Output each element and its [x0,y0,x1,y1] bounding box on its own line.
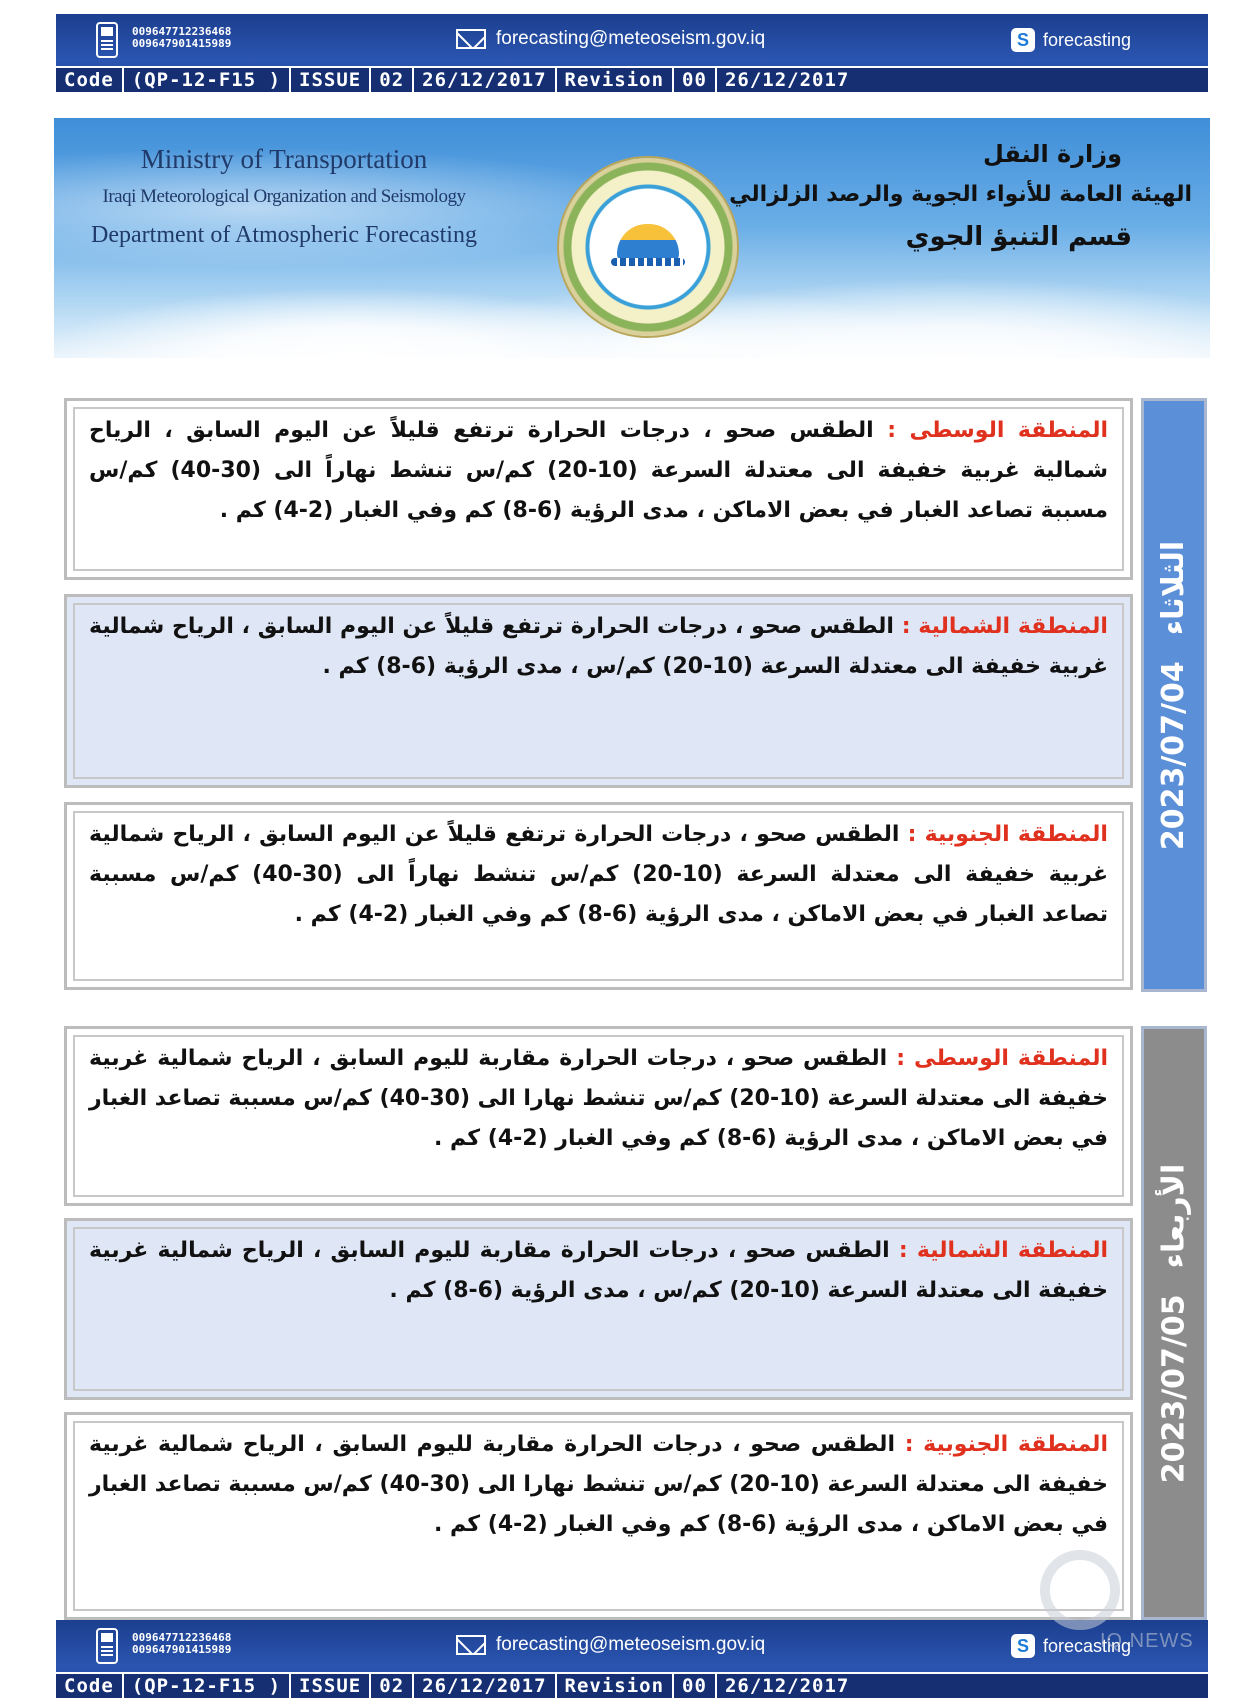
code-value: (QP-12-F15 ) [124,68,291,92]
phone-numbers [132,26,231,50]
issue-value: 02 [371,68,414,92]
code-label: Code [56,68,124,92]
phone-icon [96,1628,118,1664]
revision-value: 00 [674,68,717,92]
region-forecast-text: الطقس صحو ، درجات الحرارة مقاربة لليوم السابق ، الرياح شمالية غربية خفيفة الى معتدلة السرعة (10-20) كم/س تنشط نهارا الى (30-40) كم/س مسببة تصاعد الغبار في بعض الاماكن ، مدى الرؤية (6-8) كم وفي الغبار (2-4) كم . [89,1432,1108,1537]
revision-date: 26/12/2017 [724,1675,850,1697]
envelope-icon [456,29,486,49]
skype-icon: S [1011,1634,1035,1658]
department-name-en: Department of Atmospheric Forecasting [91,222,477,248]
skype-contact [1011,28,1131,52]
document-code-row [56,66,1208,92]
forecast-date: 2023/07/04 [1156,660,1192,850]
issue-date: 26/12/2017 [414,1674,556,1698]
date-bar-day2 [1141,1026,1207,1620]
phone-icon [96,22,118,58]
region-name: المنطقة الشمالية : [901,614,1108,639]
issue-label: ISSUE [291,68,371,92]
phone-number-2: 009647901415989 [132,37,232,50]
issue-date: 26/12/2017 [414,68,556,92]
code-value: (QP-12-F15 ) [124,1674,291,1698]
forecast-weekday: الثلاثاء [1156,540,1192,635]
footer-info-bar [56,1620,1208,1698]
phone-number-1: 009647712236468 [132,25,232,38]
document-code-row [56,1672,1208,1698]
forecast-day-2 [64,1026,1208,1620]
region-name: المنطقة الوسطى : [896,1046,1108,1071]
region-north-day2 [64,1218,1133,1400]
watermark-logo-icon [1040,1550,1120,1630]
region-forecast-text: الطقس صحو ، درجات الحرارة ترتفع قليلاً عن اليوم السابق ، الرياح شمالية غربية خفيفة الى معتدلة السرعة (10-20) كم/س تنشط نهاراً الى (30-40) كم/س مسببة تصاعد الغبار في بعض الاماكن ، مدى الرؤية (6-8) كم وفي الغبار (2-4) كم . [89,418,1109,523]
date-bar-day1 [1141,398,1207,992]
news-watermark [1040,1550,1220,1670]
envelope-icon [456,1635,486,1655]
revision-label: Revision [557,1674,675,1698]
issue-label: ISSUE [291,1674,371,1698]
phone-number-1: 009647712236468 [132,1631,232,1644]
watermark-text: IQ NEWS [1100,1630,1194,1652]
issue-value: 02 [371,1674,414,1698]
code-label: Code [56,1674,124,1698]
region-name: المنطقة الشمالية : [898,1238,1108,1263]
region-name: المنطقة الوسطى : [887,418,1108,443]
revision-label: Revision [557,68,675,92]
region-south-day2 [64,1412,1133,1620]
region-central-day1 [64,398,1133,580]
region-name: المنطقة الجنوبية : [907,822,1108,847]
phone-number-2: 009647901415989 [132,1643,232,1656]
skype-icon: S [1011,28,1035,52]
region-forecast-text: الطقس صحو ، درجات الحرارة ترتفع قليلاً عن اليوم السابق ، الرياح شمالية غربية خفيفة الى معتدلة السرعة (10-20) كم/س تنشط نهاراً الى (30-40) كم/س مسببة تصاعد الغبار في بعض الاماكن ، مدى الرؤية (6-8) كم وفي الغبار (2-4) كم . [89,822,1108,927]
banner-english-title [84,140,484,254]
region-north-day1 [64,594,1133,788]
skype-handle: forecasting [1043,1635,1132,1656]
organization-banner [54,118,1210,358]
skype-handle: forecasting [1043,29,1132,50]
ministry-name-ar: وزارة النقل [982,140,1122,168]
ministry-name-en: Ministry of Transportation [140,144,428,174]
organization-logo-icon [559,158,737,336]
forecast-day-1 [64,398,1208,992]
region-central-day2 [64,1026,1133,1206]
header-info-bar [56,14,1208,92]
email-contact [456,1634,765,1656]
region-forecast-text: الطقس صحو ، درجات الحرارة ترتفع قليلاً عن اليوم السابق ، الرياح شمالية غربية خفيفة الى معتدلة السرعة (10-20) كم/س ، مدى الرؤية (6-8) كم . [89,614,1108,679]
organization-name-en: Iraqi Meteorological Organization and Seismology [102,186,466,207]
email-contact [456,28,765,50]
email-address: forecasting@meteoseism.gov.iq [496,1634,766,1655]
revision-value: 00 [674,1674,717,1698]
department-name-ar: قسم التنبؤ الجوي [905,222,1132,252]
phone-numbers [132,1632,231,1656]
forecast-weekday: الأربعاء [1156,1163,1192,1268]
email-address: forecasting@meteoseism.gov.iq [496,28,766,49]
region-name: المنطقة الجنوبية : [904,1432,1108,1457]
banner-arabic-title [729,134,1192,258]
region-south-day1 [64,802,1133,990]
region-forecast-text: الطقس صحو ، درجات الحرارة مقاربة لليوم السابق ، الرياح شمالية غربية خفيفة الى معتدلة السرعة (10-20) كم/س تنشط نهارا الى (30-40) كم/س مسببة تصاعد الغبار في بعض الاماكن ، مدى الرؤية (6-8) كم وفي الغبار (2-4) كم . [89,1046,1108,1151]
region-forecast-text: الطقس صحو ، درجات الحرارة مقاربة لليوم السابق ، الرياح شمالية غربية خفيفة الى معتدلة السرعة (10-20) كم/س ، مدى الرؤية (6-8) كم . [89,1238,1108,1303]
organization-name-ar: الهيئة العامة للأنواء الجوية والرصد الزلزالي [729,182,1192,207]
forecast-date: 2023/07/05 [1156,1293,1192,1483]
revision-date: 26/12/2017 [724,69,850,91]
